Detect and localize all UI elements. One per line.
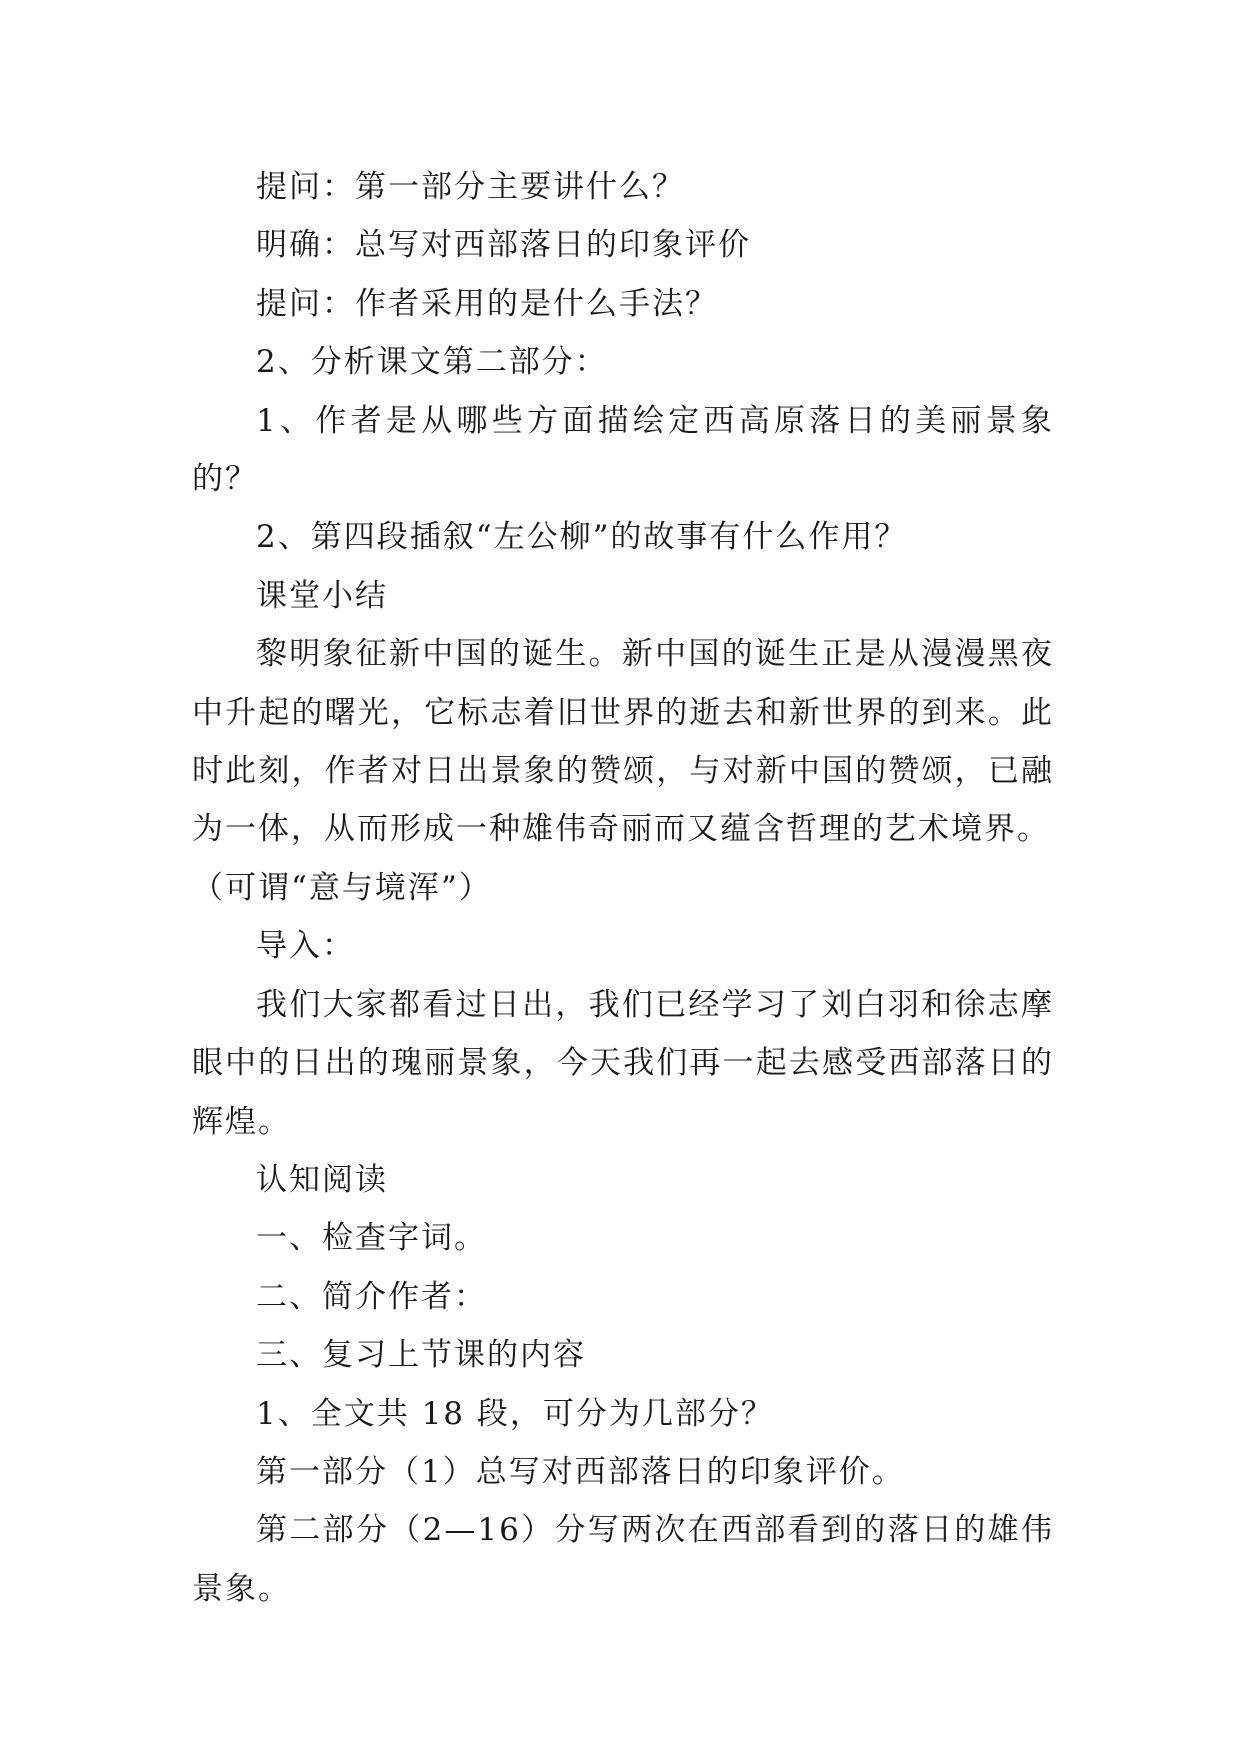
document-body <box>192 158 1054 1618</box>
paragraph-introduce-author: 二、简介作者： <box>256 1278 487 1315</box>
paragraph-answer-part-one: 明确：总写对西部落日的印象评价 <box>256 227 751 264</box>
paragraph-part-two-desc: 第二部分（2—16）分写两次在西部看到的落日的雄伟景象。 <box>192 1512 1054 1607</box>
paragraph-summary-text: 黎明象征新中国的诞生。新中国的诞生正是从漫漫黑夜中升起的曙光，它标志着旧世界的逝去和新世界的到来。此时此刻，作者对日出景象的赞颂，与对新中国的赞颂，已融为一体，从而形成一种雄伟奇丽而又蕴含哲理的艺术境界。 <box>192 636 1054 848</box>
paragraph-part-one-desc: 第一部分（1）总写对西部落日的印象评价。 <box>256 1453 905 1490</box>
paragraph-question-aspects: 1、作者是从哪些方面描绘定西高原落日的美丽景象的？ <box>192 402 1054 498</box>
paragraph-question-sections: 1、全文共 18 段，可分为几部分？ <box>256 1395 774 1432</box>
paragraph-intro-text: 我们大家都看过日出，我们已经学习了刘白羽和徐志摩眼中的日出的瑰丽景象，今天我们再一起去感受西部落日的辉煌。 <box>192 986 1054 1140</box>
paragraph-question-part-one: 提问：第一部分主要讲什么？ <box>256 169 685 205</box>
paragraph-heading-summary: 课堂小结 <box>256 577 388 614</box>
paragraph-check-words: 一、检查字词。 <box>256 1220 487 1257</box>
paragraph-analyze-part-two: 2、分析课文第二部分： <box>256 344 608 381</box>
paragraph-question-technique: 提问：作者采用的是什么手法？ <box>256 285 718 322</box>
paragraph-heading-intro: 导入： <box>256 928 355 965</box>
paragraph-summary-note: （可谓“意与境浑”） <box>192 869 492 906</box>
paragraph-review-lesson: 三、复习上节课的内容 <box>256 1337 586 1374</box>
paragraph-question-zuogongliu: 2、第四段插叙“左公柳”的故事有什么作用？ <box>256 519 908 556</box>
paragraph-heading-reading: 认知阅读 <box>256 1161 388 1198</box>
